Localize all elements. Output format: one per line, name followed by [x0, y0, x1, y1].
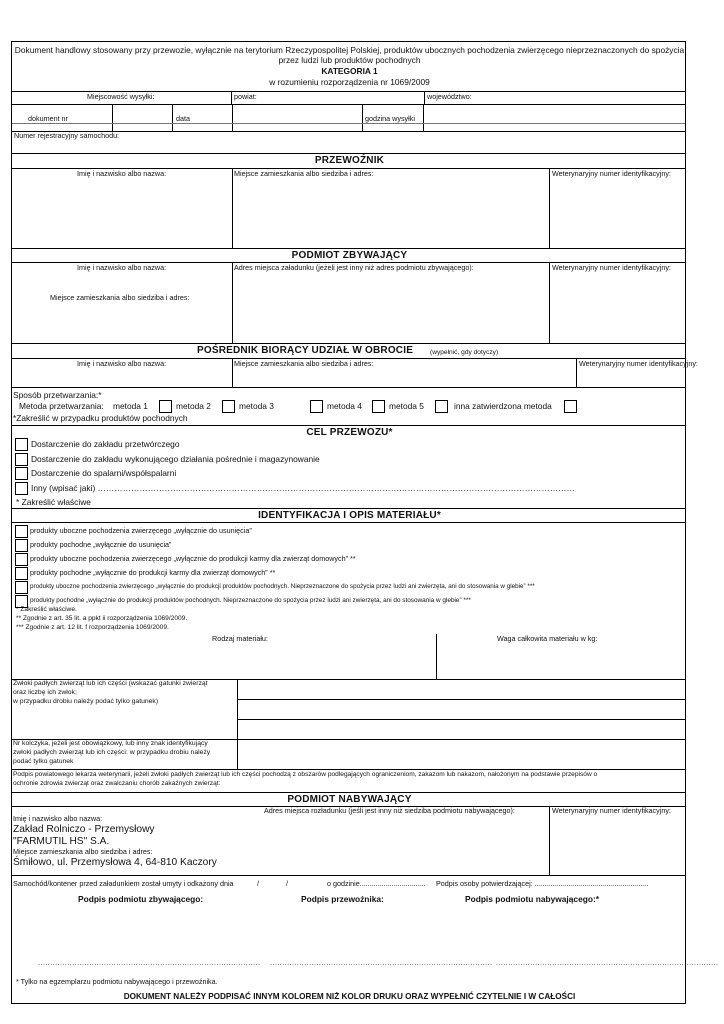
- sign-seller-line[interactable]: ...........................................................................................: [38, 960, 261, 967]
- buyer-name-line2: "FARMUTIL HS" S.A.: [13, 836, 110, 847]
- rule: [424, 91, 425, 104]
- header-line1: Dokument handlowy stosowany przy przewozie, wyłącznie na terytorium Rzeczypospolitej Polskiej, produktów ubocznych pochodzenia zwierzęcego nieprzeznaczonych do spożycia: [14, 45, 685, 55]
- carrier-title: PRZEWOŹNIK: [314, 155, 385, 166]
- purpose-title: CEL PRZEWOZU*: [306, 427, 393, 438]
- rule: [12, 522, 685, 523]
- carcass-label-1[interactable]: Zwłoki padłych zwierząt lub ich części (wskazać gatunki zwierząt: [13, 680, 208, 687]
- sign-buyer-label: Podpis podmiotu nabywającego:*: [465, 894, 600, 904]
- date-label[interactable]: data: [176, 114, 190, 123]
- purpose-4-label[interactable]: Inny (wpisać jaki) ………………………………………………………………………………………………………………………………………………………: [31, 483, 575, 493]
- purpose-3-label: Dostarczenie do spalarni/współspalarni: [31, 468, 177, 478]
- header-category: KATEGORIA 1: [321, 66, 378, 76]
- rule: [232, 262, 233, 343]
- method-5-checkbox[interactable]: [435, 400, 448, 413]
- hour-label[interactable]: o godzinie.................................: [327, 879, 426, 888]
- vet-sign-label-2[interactable]: ochronie zdrowia zwierząt oraz zwalczaniu chorób zakaźnych zwierząt:: [13, 780, 221, 787]
- method-5-label: metoda 5: [389, 401, 424, 411]
- purpose-2-label: Dostarczenie do zakładu wykonującego działania pośrednie i magazynowanie: [31, 454, 320, 464]
- method-2-checkbox[interactable]: [222, 400, 235, 413]
- rule: [12, 248, 685, 249]
- tag-label-2[interactable]: zwłoki padłych zwierząt lub ich części: w przypadku drobiu należy: [13, 749, 211, 756]
- seller-title: PODMIOT ZBYWAJĄCY: [291, 250, 408, 261]
- rule: [231, 91, 232, 104]
- seller-name-label[interactable]: Imię i nazwisko albo nazwa:: [77, 263, 167, 272]
- material-3-checkbox[interactable]: [15, 553, 28, 566]
- purpose-1-checkbox[interactable]: [15, 438, 28, 451]
- buyer-vet-label[interactable]: Weterynaryjny numer identyfikacyjny:: [552, 806, 671, 815]
- rule: [12, 875, 685, 876]
- confirm-label[interactable]: Podpis osoby potwierdzającej: .........................................................: [436, 879, 649, 888]
- rule: [423, 104, 424, 131]
- intermediary-name-label[interactable]: Imię i nazwisko albo nazwa:: [77, 359, 167, 368]
- intermediary-vet-label[interactable]: Weterynaryjny numer identyfikacyjny:: [579, 359, 698, 368]
- material-footnote-1: * Zakreślić właściwe.: [16, 606, 77, 613]
- rule: [12, 123, 685, 124]
- material-5-label: produkty uboczne pochodzenia zwierzęcego „wyłącznie do produkcji produktów pochodnych. Nieprzeznaczone do spożycia przez ludzi ani zwierzęta, ani do stosowania w glebie” ***: [30, 583, 535, 590]
- county-label[interactable]: powiat:: [234, 92, 257, 101]
- seller-vet-label[interactable]: Weterynaryjny numer identyfikacyjny:: [552, 263, 671, 272]
- document-page: [11, 41, 719, 1004]
- material-type-label[interactable]: Rodzaj materiału:: [212, 634, 268, 643]
- time-label[interactable]: godzina wysyłki: [365, 114, 415, 123]
- processing-footnote: *Zakreślić w przypadku produktów pochodnych: [13, 413, 188, 423]
- purpose-1-label: Dostarczenie do zakładu przetwórczego: [31, 439, 180, 449]
- material-1-checkbox[interactable]: [15, 525, 28, 538]
- purpose-4-checkbox[interactable]: [15, 482, 28, 495]
- buyer-name-line1: Zakład Rolniczo - Przemysłowy: [13, 824, 155, 835]
- carrier-name-label[interactable]: Imię i nazwisko albo nazwa:: [77, 169, 167, 178]
- rule: [362, 104, 363, 131]
- header-line2: przez ludzi lub produktów pochodnych: [278, 55, 421, 65]
- material-1-label: produkty uboczne pochodzenia zwierzęcego „wyłącznie do usunięcia”: [30, 526, 252, 535]
- method-4-label: metoda 4: [327, 401, 362, 411]
- material-4-checkbox[interactable]: [15, 567, 28, 580]
- rule: [12, 153, 685, 154]
- purpose-footnote: * Zakreślić właściwe: [16, 497, 91, 507]
- method-label: Metoda przetwarzania:: [19, 401, 104, 411]
- buyer-name-label: Imię i nazwisko albo nazwa:: [13, 814, 103, 823]
- rule: [237, 719, 685, 720]
- material-4-label: produkty pochodne „wyłącznie do produkcji karmy dla zwierząt domowych” **: [30, 568, 276, 577]
- method-other-label: inna zatwierdzona metoda: [454, 401, 552, 411]
- rule: [232, 104, 233, 131]
- vet-sign-label-1[interactable]: Podpis powiatowego lekarza weterynarii, jeżeli zwłoki padłych zwierząt lub ich części pochodzą z obszarów podlegających ograniczeniom, zakazom lub nakazom, nałożonym na podstawie przepisów o: [13, 771, 598, 778]
- rule: [12, 508, 685, 509]
- rule: [172, 104, 173, 131]
- material-2-label: produkty pochodne „wyłącznie do usunięcia”: [30, 540, 172, 549]
- final-note: DOKUMENT NALEŻY PODPISAĆ INNYM KOLOREM NIŻ KOLOR DRUKU ORAZ WYPEŁNIĆ CZYTELNIE I W CAŁOŚCI: [123, 992, 576, 1001]
- material-6-label: produkty pochodne „wyłącznie do produkcji produktów pochodnych. Nieprzeznaczone do spożycia przez ludzi ani zwierzęta, ani do stosowania w glebie” ***: [30, 597, 471, 604]
- washed-slash-1: /: [257, 879, 259, 888]
- vehicle-label[interactable]: Numer rejestracyjny samochodu:: [14, 131, 120, 140]
- rule: [12, 792, 685, 793]
- place-label[interactable]: Miejscowość wysyłki:: [87, 92, 155, 101]
- carcass-label-3[interactable]: w przypadku drobiu należy podać tylko gatunek): [13, 698, 159, 705]
- washed-slash-2: /: [286, 879, 288, 888]
- buyer-address-label: Miejsce zamieszkania albo siedziba i adres:: [13, 847, 153, 856]
- tag-label-1[interactable]: Nr kolczyka, jeżeli jest obowiązkowy, lub inny znak identyfikujący: [13, 740, 208, 747]
- seller-loading-label[interactable]: Adres miejsca załadunku (jeżeli jest inny niż adres podmiotu zbywającego):: [234, 263, 474, 272]
- header-regulation: w rozumieniu rozporządzenia nr 1069/2009: [269, 77, 430, 87]
- carcass-label-2[interactable]: oraz liczbę ich zwłok;: [13, 689, 77, 696]
- sign-carrier-line[interactable]: ...........................................................................................: [270, 960, 493, 967]
- method-1-checkbox[interactable]: [159, 400, 172, 413]
- rule: [12, 387, 685, 388]
- carrier-address-label[interactable]: Miejsce zamieszkania albo siedziba i adres:: [234, 169, 374, 178]
- sign-buyer-line[interactable]: ...........................................................................................: [496, 960, 719, 967]
- rule: [232, 168, 233, 248]
- intermediary-title: POŚREDNIK BIORĄCY UDZIAŁ W OBROCIE: [197, 345, 414, 356]
- buyer-title: PODMIOT NABYWAJĄCY: [287, 794, 412, 805]
- buyer-address-value: Śmiłowo, ul. Przemysłowa 4, 64-810 Kaczory: [13, 857, 217, 868]
- washed-label[interactable]: Samochód/kontener przed załadunkiem został umyty i odkażony dnia: [13, 879, 234, 888]
- material-2-checkbox[interactable]: [15, 539, 28, 552]
- material-weight-label[interactable]: Waga całkowita materiału w kg:: [497, 634, 598, 643]
- purpose-3-checkbox[interactable]: [15, 467, 28, 480]
- purpose-2-checkbox[interactable]: [15, 453, 28, 466]
- material-3-label: produkty uboczne pochodzenia zwierzęcego „wyłącznie do produkcji karmy dla zwierząt domowych” **: [30, 554, 356, 563]
- intermediary-address-label[interactable]: Miejsce zamieszkania albo siedziba i adres:: [234, 359, 374, 368]
- rule: [576, 358, 577, 387]
- sign-carrier-label: Podpis przewoźnika:: [301, 894, 384, 904]
- material-footnote-3: *** Zgodnie z art. 12 lit. f rozporządzenia 1069/2009.: [16, 624, 169, 631]
- intermediary-note: (wypełnić, gdy dotyczy): [430, 349, 499, 356]
- method-other-checkbox[interactable]: [564, 400, 577, 413]
- doc-no-label[interactable]: dokument nr: [28, 114, 68, 123]
- material-footnote-2: ** Zgodnie z art. 35 lit. a ppkt ii rozporządzenia 1069/2009.: [16, 615, 188, 622]
- only-note: * Tylko na egzemplarzu podmiotu nabywającego i przewoźnika.: [16, 977, 218, 986]
- rule: [549, 806, 550, 875]
- voivodeship-label[interactable]: województwo:: [427, 92, 472, 101]
- rule: [549, 262, 550, 343]
- method-4-checkbox[interactable]: [372, 400, 385, 413]
- rule: [436, 634, 437, 679]
- processing-label: Sposób przetwarzania:*: [13, 390, 102, 400]
- buyer-unloading-label[interactable]: Adres miejsca rozładunku (jeśli jest inny niż siedziba podmiotu nabywającego):: [264, 806, 515, 815]
- method-3-label: metoda 3: [239, 401, 274, 411]
- rule: [12, 425, 685, 426]
- rule: [12, 343, 685, 344]
- sign-seller-label: Podpis podmiotu zbywającego:: [78, 894, 204, 904]
- rule: [112, 104, 113, 131]
- method-3-checkbox[interactable]: [310, 400, 323, 413]
- rule: [237, 679, 238, 769]
- carrier-vet-label[interactable]: Weterynaryjny numer identyfikacyjny:: [552, 169, 671, 178]
- rule: [12, 769, 685, 770]
- method-2-label: metoda 2: [176, 401, 211, 411]
- rule: [232, 358, 233, 387]
- tag-label-3[interactable]: podać tylko gatunek: [13, 758, 74, 765]
- seller-address-label[interactable]: Miejsce zamieszkania albo siedziba i adres:: [50, 293, 190, 302]
- material-title: IDENTYFIKACJA I OPIS MATERIAŁU*: [258, 510, 441, 521]
- rule: [237, 699, 685, 700]
- method-1-label: metoda 1: [113, 401, 148, 411]
- material-5-checkbox[interactable]: [15, 581, 28, 594]
- rule: [549, 168, 550, 248]
